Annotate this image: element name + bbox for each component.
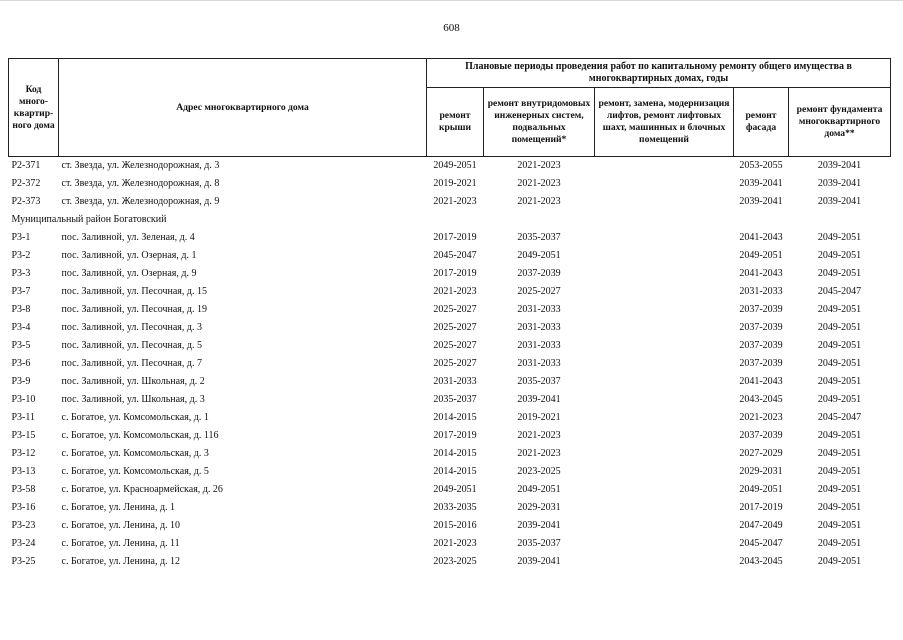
cell-code: Р2-373 [11,196,41,207]
cell-engineering: 2031-2033 [517,322,561,333]
cell-address: пос. Заливной, ул. Озерная, д. 1 [61,250,197,261]
table-row [9,553,891,571]
cell-roof: 2017-2019 [433,268,477,279]
cell-foundation: 2049-2051 [817,304,862,315]
cell-facade: 2037-2039 [739,430,783,441]
district-name: Муниципальный район Богатовский [11,214,167,225]
header-elevators: ремонт, замена, модернизация лифтов, ремонт лифтовых шахт, машинных и блочных помещений [595,88,734,157]
cell-elevators [595,265,734,283]
cell-foundation: 2049-2051 [817,340,862,351]
header-address: Адрес многоквартирного дома [59,59,427,157]
cell-facade: 2037-2039 [739,322,783,333]
cell-foundation: 2049-2051 [817,232,862,243]
cell-code: Р3-24 [11,538,36,549]
cell-code: Р3-2 [11,250,31,261]
cell-facade: 2021-2023 [739,412,783,423]
cell-elevators [595,553,734,571]
header-facade: ремонт фасада [734,88,789,157]
cell-code: Р2-372 [11,178,41,189]
cell-facade: 2037-2039 [739,340,783,351]
cell-foundation: 2049-2051 [817,250,862,261]
cell-elevators [595,193,734,211]
cell-engineering: 2031-2033 [517,340,561,351]
header-periods-group: Плановые периоды проведения работ по капитальному ремонту общего имущества в многоквартирных домах, годы [427,59,891,88]
cell-address: с. Богатое, ул. Ленина, д. 11 [61,538,180,549]
cell-engineering: 2025-2027 [517,286,561,297]
cell-code: Р3-11 [11,412,36,423]
cell-facade: 2053-2055 [739,160,783,171]
cell-address: пос. Заливной, ул. Зеленая, д. 4 [61,232,195,243]
cell-code: Р3-8 [11,304,31,315]
cell-address: пос. Заливной, ул. Песочная, д. 15 [61,286,207,297]
cell-facade: 2049-2051 [739,250,783,261]
cell-code: Р3-16 [11,502,36,513]
cell-facade: 2029-2031 [739,466,783,477]
cell-foundation: 2049-2051 [817,466,862,477]
cell-address: ст. Звезда, ул. Железнодорожная, д. 3 [61,160,220,171]
cell-engineering: 2035-2037 [517,232,561,243]
cell-facade: 2049-2051 [739,484,783,495]
cell-code: Р3-15 [11,430,36,441]
cell-engineering: 2049-2051 [517,250,561,261]
cell-address: пос. Заливной, ул. Песочная, д. 19 [61,304,207,315]
cell-elevators [595,247,734,265]
cell-foundation: 2049-2051 [817,448,862,459]
table-row [9,517,891,535]
table-row [9,481,891,499]
cell-facade: 2017-2019 [739,502,783,513]
cell-engineering: 2019-2021 [517,412,561,423]
cell-roof: 2021-2023 [433,196,477,207]
cell-engineering: 2035-2037 [517,376,561,387]
table-body [9,157,891,572]
cell-foundation: 2049-2051 [817,430,862,441]
cell-facade: 2037-2039 [739,304,783,315]
cell-foundation: 2049-2051 [817,322,862,333]
cell-elevators [595,499,734,517]
table-row [9,535,891,553]
cell-roof: 2015-2016 [433,520,477,531]
table-row [9,445,891,463]
cell-address: с. Богатое, ул. Ленина, д. 10 [61,520,181,531]
cell-foundation: 2049-2051 [817,520,862,531]
cell-foundation: 2039-2041 [817,178,862,189]
cell-address: пос. Заливной, ул. Озерная, д. 9 [61,268,197,279]
cell-foundation: 2049-2051 [817,268,862,279]
cell-roof: 2025-2027 [433,358,477,369]
cell-roof: 2049-2051 [433,484,477,495]
cell-roof: 2017-2019 [433,430,477,441]
capital-repair-table [8,58,891,571]
district-row [9,211,891,229]
cell-elevators [595,157,734,176]
cell-engineering: 2031-2033 [517,358,561,369]
cell-address: с. Богатое, ул. Ленина, д. 1 [61,502,176,513]
cell-foundation: 2049-2051 [817,538,862,549]
cell-facade: 2043-2045 [739,394,783,405]
cell-address: пос. Заливной, ул. Школьная, д. 2 [61,376,205,387]
cell-engineering: 2021-2023 [517,448,561,459]
cell-engineering: 2039-2041 [517,520,561,531]
table-row [9,247,891,265]
cell-roof: 2021-2023 [433,538,477,549]
cell-code: Р2-371 [11,160,41,171]
cell-roof: 2014-2015 [433,466,477,477]
cell-elevators [595,373,734,391]
table-row [9,175,891,193]
cell-address: с. Богатое, ул. Комсомольская, д. 3 [61,448,209,459]
table-row [9,391,891,409]
cell-elevators [595,409,734,427]
table-row [9,463,891,481]
header-code: Код много-квартир-ного дома [9,59,59,157]
cell-elevators [595,391,734,409]
cell-code: Р3-12 [11,448,36,459]
cell-elevators [595,445,734,463]
cell-address: с. Богатое, ул. Комсомольская, д. 116 [61,430,219,441]
header-roof: ремонт крыши [427,88,484,157]
cell-foundation: 2049-2051 [817,394,862,405]
cell-roof: 2023-2025 [433,556,477,567]
cell-facade: 2037-2039 [739,358,783,369]
cell-roof: 2025-2027 [433,340,477,351]
cell-elevators [595,319,734,337]
cell-roof: 2031-2033 [433,376,477,387]
cell-address: с. Богатое, ул. Комсомольская, д. 1 [61,412,209,423]
cell-facade: 2047-2049 [739,520,783,531]
cell-facade: 2027-2029 [739,448,783,459]
cell-code: Р3-1 [11,232,31,243]
cell-elevators [595,301,734,319]
cell-foundation: 2039-2041 [817,160,862,171]
cell-engineering: 2021-2023 [517,160,561,171]
cell-address: с. Богатое, ул. Красноармейская, д. 26 [61,484,223,495]
cell-roof: 2014-2015 [433,412,477,423]
cell-foundation: 2049-2051 [817,358,862,369]
cell-foundation: 2049-2051 [817,556,862,567]
cell-engineering: 2021-2023 [517,430,561,441]
cell-engineering: 2029-2031 [517,502,561,513]
cell-code: Р3-4 [11,322,31,333]
cell-code: Р3-58 [11,484,36,495]
table-row [9,373,891,391]
cell-engineering: 2039-2041 [517,394,561,405]
cell-address: пос. Заливной, ул. Песочная, д. 5 [61,340,202,351]
table-row [9,319,891,337]
table-row [9,157,891,176]
cell-address: ст. Звезда, ул. Железнодорожная, д. 9 [61,196,220,207]
cell-elevators [595,355,734,373]
cell-elevators [595,463,734,481]
cell-code: Р3-10 [11,394,36,405]
cell-elevators [595,481,734,499]
header-row-top [9,59,891,88]
page-number: 608 [443,22,460,34]
cell-code: Р3-7 [11,286,31,297]
cell-code: Р3-23 [11,520,36,531]
cell-address: с. Богатое, ул. Ленина, д. 12 [61,556,181,567]
cell-facade: 2039-2041 [739,196,783,207]
cell-facade: 2041-2043 [739,268,783,279]
cell-foundation: 2045-2047 [817,286,862,297]
cell-elevators [595,427,734,445]
cell-facade: 2041-2043 [739,232,783,243]
cell-roof: 2014-2015 [433,448,477,459]
table-row [9,193,891,211]
cell-foundation: 2039-2041 [817,196,862,207]
cell-address: пос. Заливной, ул. Песочная, д. 3 [61,322,202,333]
cell-code: Р3-6 [11,358,31,369]
cell-roof: 2049-2051 [433,160,477,171]
table-row [9,427,891,445]
cell-code: Р3-5 [11,340,31,351]
cell-elevators [595,517,734,535]
cell-address: пос. Заливной, ул. Песочная, д. 7 [61,358,202,369]
cell-engineering: 2039-2041 [517,556,561,567]
cell-foundation: 2049-2051 [817,484,862,495]
cell-roof: 2033-2035 [433,502,477,513]
table-row [9,355,891,373]
cell-foundation: 2049-2051 [817,502,862,513]
cell-code: Р3-3 [11,268,31,279]
cell-address: пос. Заливной, ул. Школьная, д. 3 [61,394,205,405]
header-engineering: ремонт внутридомовых инженерных систем, подвальных помещений* [484,88,595,157]
table-row [9,337,891,355]
cell-facade: 2045-2047 [739,538,783,549]
cell-elevators [595,535,734,553]
cell-engineering: 2031-2033 [517,304,561,315]
cell-engineering: 2049-2051 [517,484,561,495]
table-row [9,301,891,319]
table-row [9,409,891,427]
cell-elevators [595,337,734,355]
cell-roof: 2045-2047 [433,250,477,261]
cell-facade: 2041-2043 [739,376,783,387]
cell-code: Р3-13 [11,466,36,477]
cell-facade: 2039-2041 [739,178,783,189]
header-foundation: ремонт фундамента многоквартирного дома** [789,88,891,157]
cell-foundation: 2045-2047 [817,412,862,423]
page-top-border [0,0,903,1]
cell-engineering: 2035-2037 [517,538,561,549]
cell-facade: 2043-2045 [739,556,783,567]
cell-address: ст. Звезда, ул. Железнодорожная, д. 8 [61,178,220,189]
table-row [9,283,891,301]
cell-roof: 2017-2019 [433,232,477,243]
cell-roof: 2021-2023 [433,286,477,297]
cell-roof: 2025-2027 [433,322,477,333]
cell-engineering: 2021-2023 [517,178,561,189]
cell-code: Р3-9 [11,376,31,387]
cell-roof: 2019-2021 [433,178,477,189]
table-row [9,229,891,247]
cell-engineering: 2037-2039 [517,268,561,279]
cell-code: Р3-25 [11,556,36,567]
table-row [9,499,891,517]
cell-address: с. Богатое, ул. Комсомольская, д. 5 [61,466,209,477]
cell-elevators [595,283,734,301]
cell-roof: 2025-2027 [433,304,477,315]
cell-foundation: 2049-2051 [817,376,862,387]
cell-elevators [595,175,734,193]
cell-engineering: 2021-2023 [517,196,561,207]
cell-elevators [595,229,734,247]
cell-facade: 2031-2033 [739,286,783,297]
cell-roof: 2035-2037 [433,394,477,405]
cell-engineering: 2023-2025 [517,466,561,477]
table-row [9,265,891,283]
